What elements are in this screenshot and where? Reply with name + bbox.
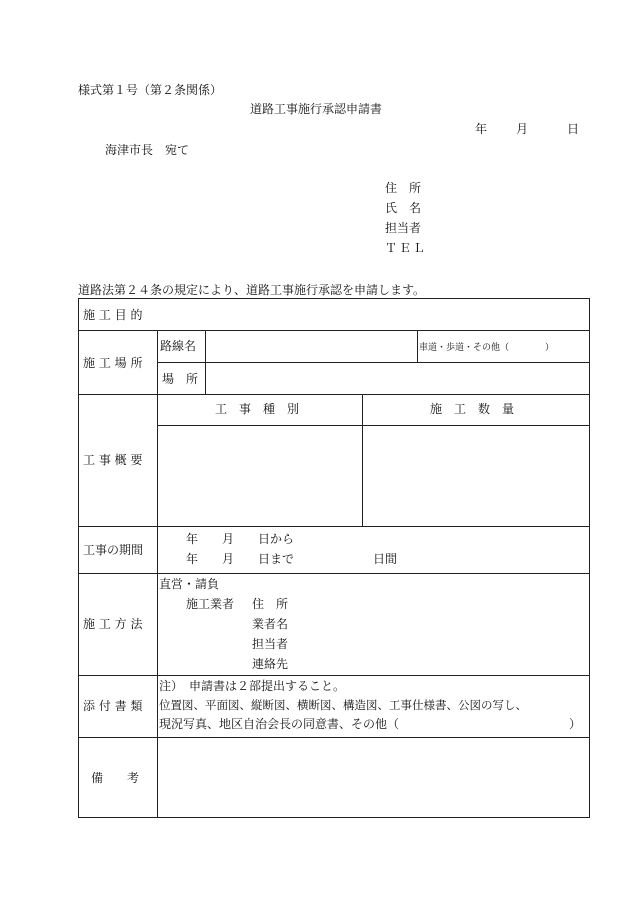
method-direct-contract: 直営・請負 xyxy=(159,577,220,591)
attachments-list-line2: 現況写真、地区自治会長の同意書、その他（ xyxy=(159,717,400,731)
applicant-address-label: 住 所 xyxy=(385,181,422,195)
work-type-header: 工 事 種 別 xyxy=(215,402,300,416)
addressee: 海津市長 宛て xyxy=(105,143,190,157)
attachments-list-line1: 位置図、平面図、縦断図、横断図、構造図、工事仕様書、公図の写し、 xyxy=(159,698,527,712)
application-table xyxy=(78,298,590,818)
period-from: 年 月 日から xyxy=(186,532,295,546)
contractor-contact-label: 連絡先 xyxy=(252,657,289,671)
overview-label: 工 事 概 要 xyxy=(83,453,143,467)
application-statement: 道路法第２４条の規定により、道路工事施行承認を申請します。 xyxy=(78,283,426,297)
date-month: 月 xyxy=(516,122,529,136)
period-to: 年 月 日まで xyxy=(186,552,295,566)
form-number: 様式第１号（第２条関係） xyxy=(78,83,223,97)
contractor-address-label: 住 所 xyxy=(252,597,289,611)
contractor-label: 施工業者 xyxy=(186,597,235,611)
road-type-options: 車道・歩道・その他（ ） xyxy=(419,343,555,353)
remarks-label: 備 考 xyxy=(91,771,140,785)
date-year: 年 xyxy=(475,122,488,136)
period-label: 工事の期間 xyxy=(83,543,144,557)
applicant-name-label: 氏 名 xyxy=(385,201,422,215)
form-title: 道路工事施行承認申請書 xyxy=(250,102,383,116)
attachments-label: 添 付 書 類 xyxy=(83,699,143,713)
contractor-person-label: 担当者 xyxy=(252,637,289,651)
date-day: 日 xyxy=(567,122,580,136)
period-days: 日間 xyxy=(373,552,398,566)
route-name-label: 路線名 xyxy=(160,339,197,353)
attachments-close-paren: ） xyxy=(569,717,582,731)
place-label: 場 所 xyxy=(162,372,199,386)
attachments-note: 注） 申請書は２部提出すること。 xyxy=(159,679,346,693)
applicant-tel-label: ＴＥＬ xyxy=(385,241,428,255)
purpose-label: 施 工 目 的 xyxy=(83,308,143,322)
method-label: 施 工 方 法 xyxy=(83,617,143,631)
quantity-header: 施 工 数 量 xyxy=(430,402,515,416)
contractor-company-label: 業者名 xyxy=(252,617,289,631)
location-label: 施 工 場 所 xyxy=(83,356,143,370)
applicant-contact-label: 担当者 xyxy=(385,221,422,235)
